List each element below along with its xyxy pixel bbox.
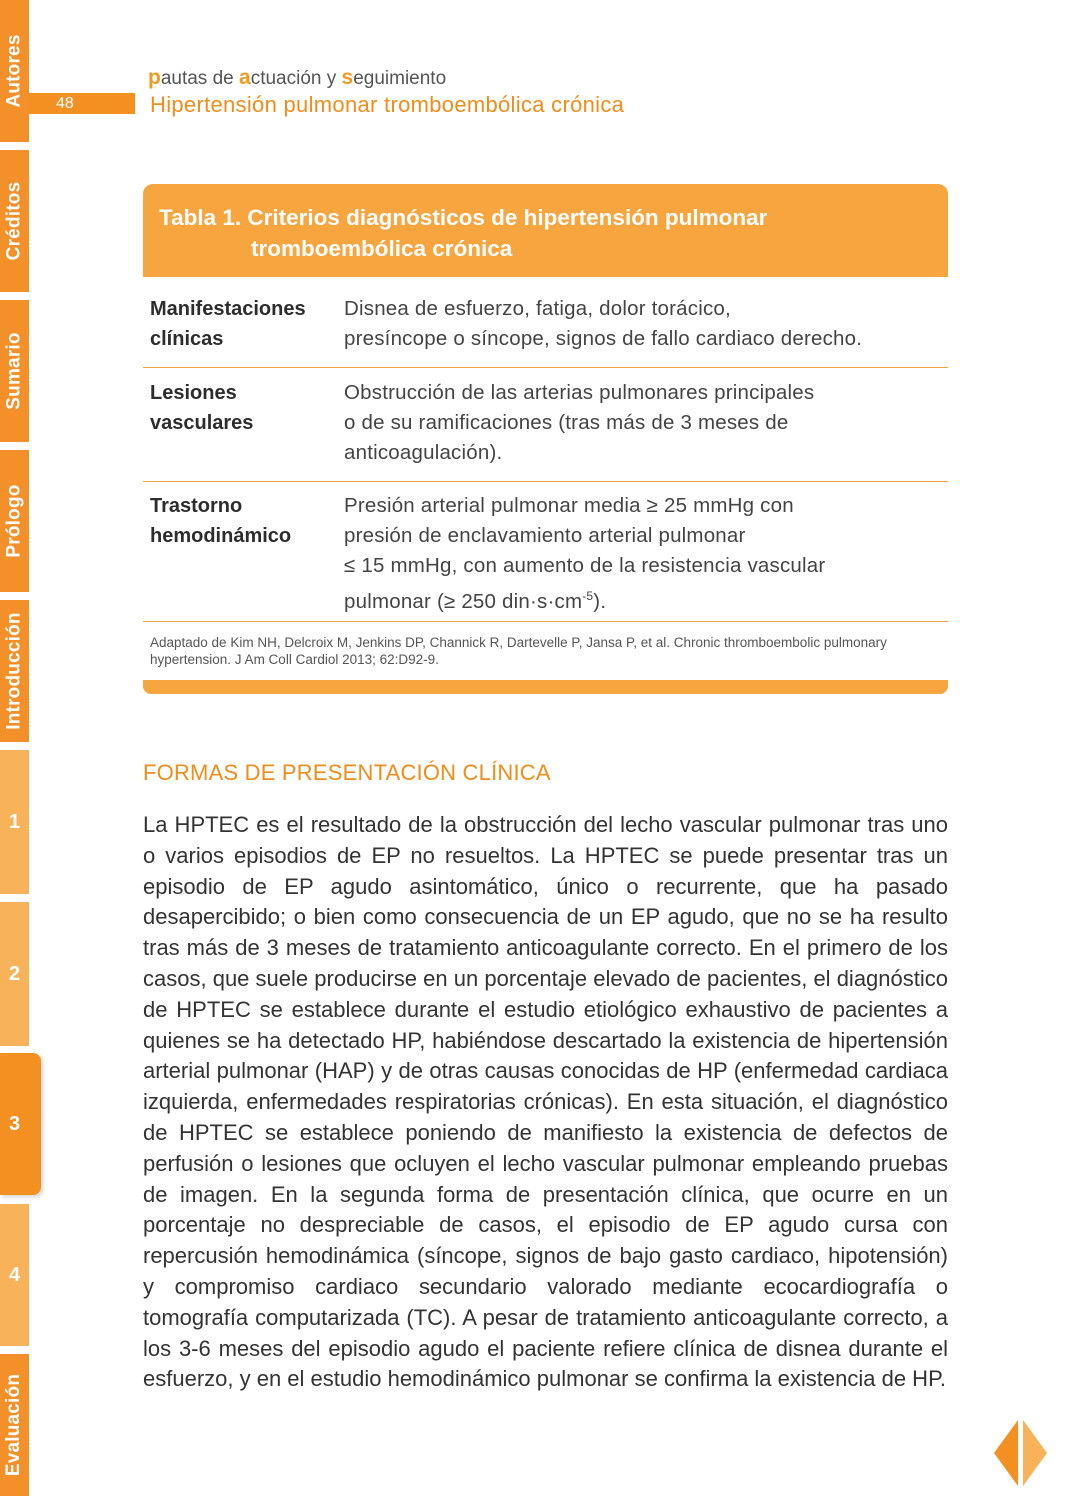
tab-evaluacion-label: Evaluación <box>3 1373 25 1477</box>
exponent: -5 <box>582 589 594 603</box>
tab-creditos-label: Créditos <box>3 181 25 261</box>
series-text-3: eguimiento <box>353 68 447 89</box>
row-label-line: Lesiones <box>150 382 237 404</box>
value-text-end: ). <box>593 589 607 613</box>
row-value-line <box>344 581 948 617</box>
page-number: 48 <box>56 95 74 112</box>
tab-prologo-label: Prólogo <box>3 484 25 558</box>
row-value-line: Obstrucción de las arterias pulmonares principales <box>344 381 815 404</box>
row-value <box>344 294 948 354</box>
tab-chapter-1-label: 1 <box>8 810 21 833</box>
series-initial-p: p <box>148 66 161 89</box>
criteria-table <box>143 184 948 694</box>
row-value-line: presión de enclavamiento arterial pulmonar <box>344 524 746 547</box>
row-value-line: presíncope o síncope, signos de fallo cardiaco derecho. <box>344 327 863 350</box>
series-title <box>148 66 446 90</box>
tab-prologo[interactable] <box>0 450 29 592</box>
table-source-note: Adaptado de Kim NH, Delcroix M, Jenkins DP, Channick R, Dartevelle P, Jansa P, et al. Chronic thromboembolic pulmonary hypertension. J Am Coll Cardiol 2013; 62:D92-9. <box>150 634 887 667</box>
table-footer-bar <box>143 680 948 694</box>
tab-autores[interactable] <box>0 0 29 142</box>
row-label-line: hemodinámico <box>150 525 292 547</box>
tab-autores-label: Autores <box>3 34 25 108</box>
tab-chapter-3[interactable] <box>0 1053 41 1195</box>
value-text: pulmonar (≥ 250 din·s·cm <box>344 589 583 613</box>
tab-chapter-1[interactable] <box>0 750 29 894</box>
next-page-button[interactable] <box>1019 1418 1049 1488</box>
row-label-line: vasculares <box>150 412 254 434</box>
series-initial-s: s <box>341 66 354 89</box>
table-row <box>143 482 948 622</box>
tab-introduccion[interactable] <box>0 600 29 742</box>
tab-introduccion-label: Introducción <box>3 612 25 730</box>
series-text-2: ctuación y <box>250 68 342 89</box>
row-value-line: anticoagulación). <box>344 441 503 464</box>
table-title-line-2: tromboembólica crónica <box>251 236 513 261</box>
row-label <box>143 491 344 617</box>
row-value-line: o de su ramificaciones (tras más de 3 meses de <box>344 411 789 434</box>
row-value-line: Presión arterial pulmonar media ≥ 25 mmHg con <box>344 494 794 517</box>
tab-evaluacion[interactable] <box>0 1354 29 1496</box>
row-value <box>344 378 948 468</box>
row-label <box>143 294 344 354</box>
table-row <box>143 277 948 368</box>
section-heading: FORMAS DE PRESENTACIÓN CLÍNICA <box>143 760 551 785</box>
page-number-bar <box>29 93 135 114</box>
table-title <box>143 184 948 277</box>
tab-creditos[interactable] <box>0 150 29 292</box>
row-label-line: Trastorno <box>150 495 243 517</box>
side-navigation <box>0 0 44 1496</box>
series-initial-a: a <box>239 66 251 89</box>
page-title: Hipertensión pulmonar tromboembólica crónica <box>150 92 625 117</box>
triangle-left-icon <box>992 1418 1022 1488</box>
tab-sumario-label: Sumario <box>3 332 25 410</box>
previous-page-button[interactable] <box>992 1418 1022 1488</box>
tab-chapter-2-label: 2 <box>8 962 21 985</box>
tab-chapter-3-label: 3 <box>8 1112 21 1135</box>
row-label-line: Manifestaciones <box>150 298 306 320</box>
row-value <box>344 491 948 617</box>
row-value-line: ≤ 15 mmHg, con aumento de la resistencia vascular <box>344 554 826 577</box>
row-label-line: clínicas <box>150 328 224 350</box>
series-text-1: autas de <box>160 68 239 89</box>
table-title-line-1: Tabla 1. Criterios diagnósticos de hipertensión pulmonar <box>159 205 768 230</box>
tab-chapter-4-label: 4 <box>8 1263 21 1286</box>
table-row <box>143 368 948 482</box>
row-value-line: Disnea de esfuerzo, fatiga, dolor torácico, <box>344 297 731 320</box>
tab-sumario[interactable] <box>0 300 29 442</box>
tab-chapter-2[interactable] <box>0 902 29 1046</box>
triangle-right-icon <box>1019 1418 1049 1488</box>
body-paragraph: La HPTEC es el resultado de la obstrucción del lecho vascular pulmonar tras uno o varios episodios de EP no resueltos. La HPTEC se puede presentar tras un episodio de EP agudo asintomático, único o recurrente, que ha pasado desapercibido; o bien como consecuencia de un EP agudo, que no se ha resulto tras más de 3 meses de tratamiento anticoagulante correcto. En el primero de los casos, que suele producirse en un porcentaje elevado de pacientes, el diagnóstico de HPTEC se establece durante el estudio etiológico exhaustivo de pacientes a quienes se ha detectado HP, habiéndose descartado la existencia de hipertensión arterial pulmonar (HAP) y de otras causas conocidas de HP (enfermedad cardiaca izquierda, enfermedades respiratorias crónicas). En esta situación, el diagnóstico de HPTEC se establece poniendo de manifiesto la existencia de defectos de perfusión o lesiones que ocluyen el lecho vascular pulmonar empleando pruebas de imagen. En la segunda forma de presentación clínica, que ocurre en un porcentaje no despreciable de casos, el episodio de EP agudo cursa con repercusión hemodinámica (síncope, signos de bajo gasto cardiaco, hipotensión) y compromiso cardiaco secundario valorado mediante ecocardiografía o tomografía computarizada (TC). A pesar de tratamiento anticoagulante correcto, a los 3-6 meses del episodio agudo el paciente refiere clínica de disnea durante el esfuerzo, y en el estudio hemodinámico pulmonar se confirma la existencia de HP. <box>143 812 948 1392</box>
row-label <box>143 378 344 468</box>
tab-chapter-4[interactable] <box>0 1204 29 1346</box>
